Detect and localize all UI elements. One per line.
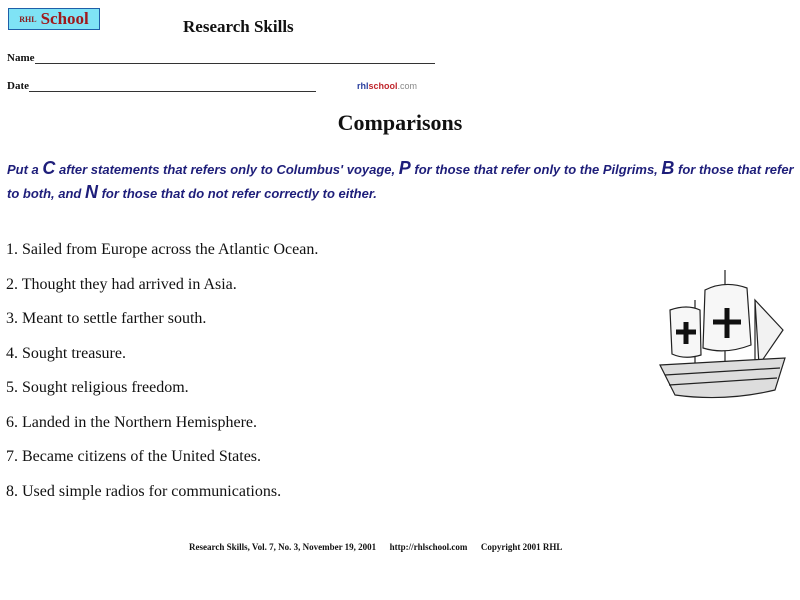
list-item: 4. Sought treasure. [6,344,126,362]
instructions: Put a C after statements that refers only to Columbus' voyage, P for those that refer only to the Pilgrims, B for those that refer to both, and N for those that do not refer correctly to either. [7,158,794,202]
list-item: 6. Landed in the Northern Hemisphere. [6,413,258,431]
list-item: 2. Thought they had arrived in Asia. [6,275,237,293]
footer-url-link[interactable]: http://rhlschool.com [389,542,468,552]
list-item: 8. Used simple radios for communications. [6,482,282,500]
name-underline [35,53,435,64]
list-item: 5. Sought religious freedom. [6,379,189,396]
ship-illustration [655,270,790,415]
list-item: 1. Sailed from Europe across the Atlantic Ocean. [6,241,319,258]
worksheet-title: Research Skills [183,17,294,36]
logo-small-text: RHL [19,14,37,24]
rhl-school-logo [8,8,100,30]
list-item: 7. Became citizens of the United States. [6,448,262,465]
logo-big-text: School [40,9,89,28]
question-list [6,236,318,512]
site-link[interactable]: rhlschool.com [357,81,418,91]
date-field[interactable] [7,80,316,92]
footer: Research Skills, Vol. 7, No. 3, November 19, 2001 http://rhlschool.com Copyright 2001 RHL [189,542,563,552]
date-underline [29,81,316,92]
name-label: Name [7,52,35,64]
list-item: 3. Meant to settle farther south. [6,310,207,327]
section-heading: Comparisons [337,110,463,135]
name-field[interactable] [7,52,435,64]
date-label: Date [7,80,29,92]
